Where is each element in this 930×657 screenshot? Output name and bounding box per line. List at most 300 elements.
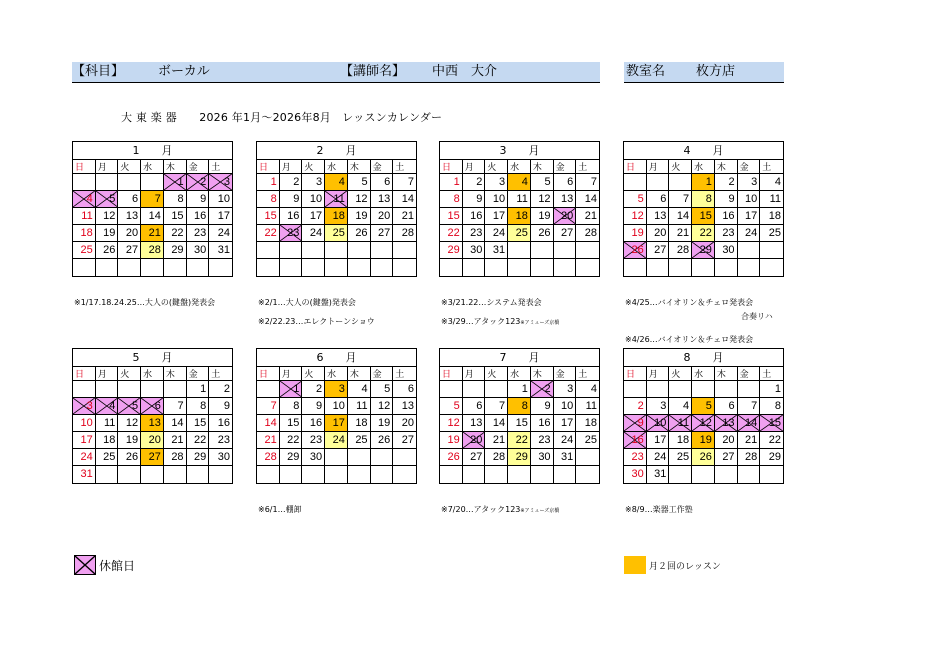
empty-cell <box>738 242 761 259</box>
day-cell: 26 <box>371 432 394 449</box>
day-cell: 9 <box>463 191 486 208</box>
day-cell: 5 <box>371 381 394 398</box>
day-cell: 13 <box>554 191 577 208</box>
day-cell: 21 <box>257 432 280 449</box>
day-cell: 7 <box>257 398 280 415</box>
day-cell: 12 <box>348 191 371 208</box>
day-cell: 30 <box>209 449 232 466</box>
day-cell: 8 <box>508 398 531 415</box>
empty-cell <box>576 242 599 259</box>
day-cell: 20 <box>371 208 394 225</box>
day-cell: 27 <box>715 449 738 466</box>
month-grid <box>257 160 416 276</box>
day-cell: 12 <box>692 415 715 432</box>
day-cell: 29 <box>187 449 210 466</box>
weekday-header: 木 <box>164 367 187 381</box>
day-cell: 14 <box>669 208 692 225</box>
empty-cell <box>554 259 577 276</box>
room-label: 教室名 <box>626 64 666 79</box>
day-cell: 16 <box>463 208 486 225</box>
day-cell: 18 <box>508 208 531 225</box>
weekday-header: 金 <box>554 160 577 174</box>
legend-closed-label: 休館日 <box>99 558 136 573</box>
empty-cell <box>257 259 280 276</box>
day-cell: 16 <box>187 208 210 225</box>
subject-value: ボーカル <box>158 64 210 79</box>
empty-cell <box>440 259 463 276</box>
legend-closed <box>74 555 135 575</box>
day-cell: 15 <box>508 415 531 432</box>
empty-cell <box>440 381 463 398</box>
empty-cell <box>118 174 141 191</box>
empty-cell <box>371 466 394 483</box>
month-calendar-jan <box>72 141 233 277</box>
calendar-subtitle: 大 東 楽 器 2026 年1月～2026年8月 レッスンカレンダー <box>121 111 443 124</box>
weekday-header: 金 <box>371 367 394 381</box>
day-cell: 5 <box>440 398 463 415</box>
day-cell: 24 <box>738 225 761 242</box>
day-cell: 5 <box>692 398 715 415</box>
day-cell: 21 <box>141 225 164 242</box>
legend-twice <box>624 556 721 574</box>
day-cell: 25 <box>508 225 531 242</box>
weekday-header: 火 <box>118 367 141 381</box>
day-cell: 31 <box>73 466 96 483</box>
empty-cell <box>280 242 303 259</box>
day-cell: 10 <box>738 191 761 208</box>
weekday-header: 土 <box>209 160 232 174</box>
day-cell: 26 <box>531 225 554 242</box>
day-cell: 17 <box>209 208 232 225</box>
day-cell: 16 <box>624 432 647 449</box>
day-cell: 28 <box>738 449 761 466</box>
month-calendar-mar <box>439 141 600 277</box>
empty-cell <box>440 466 463 483</box>
day-cell: 7 <box>393 174 416 191</box>
month-title: 4 月 <box>624 142 783 160</box>
empty-cell <box>325 466 348 483</box>
weekday-header: 水 <box>692 367 715 381</box>
weekday-header: 木 <box>531 160 554 174</box>
empty-cell <box>692 466 715 483</box>
day-cell: 2 <box>624 398 647 415</box>
day-cell: 21 <box>393 208 416 225</box>
empty-cell <box>325 449 348 466</box>
day-cell: 22 <box>760 432 783 449</box>
teacher-label: 【講師名】 <box>340 64 406 79</box>
empty-cell <box>669 174 692 191</box>
empty-cell <box>118 381 141 398</box>
day-cell: 22 <box>692 225 715 242</box>
day-cell: 11 <box>348 398 371 415</box>
empty-cell <box>393 466 416 483</box>
day-cell: 27 <box>141 449 164 466</box>
empty-cell <box>96 381 119 398</box>
day-cell: 21 <box>576 208 599 225</box>
day-cell: 20 <box>393 415 416 432</box>
empty-cell <box>302 242 325 259</box>
day-cell: 3 <box>485 174 508 191</box>
day-cell: 25 <box>669 449 692 466</box>
empty-cell <box>738 466 761 483</box>
day-cell: 26 <box>624 242 647 259</box>
day-cell: 18 <box>325 208 348 225</box>
day-cell: 11 <box>669 415 692 432</box>
day-cell: 24 <box>73 449 96 466</box>
day-cell: 25 <box>576 432 599 449</box>
day-cell: 17 <box>302 208 325 225</box>
day-cell: 8 <box>257 191 280 208</box>
day-cell: 30 <box>463 242 486 259</box>
day-cell: 1 <box>164 174 187 191</box>
empty-cell <box>164 381 187 398</box>
empty-cell <box>73 174 96 191</box>
empty-cell <box>257 242 280 259</box>
weekday-header: 日 <box>73 367 96 381</box>
empty-cell <box>164 259 187 276</box>
day-cell: 17 <box>485 208 508 225</box>
day-cell: 7 <box>485 398 508 415</box>
day-cell: 10 <box>209 191 232 208</box>
month-title: 5 月 <box>73 349 232 367</box>
day-cell: 29 <box>440 242 463 259</box>
day-cell: 21 <box>485 432 508 449</box>
note-mar-1: ※3/21.22…システム発表会 <box>441 298 542 307</box>
weekday-header: 月 <box>463 160 486 174</box>
day-cell: 22 <box>280 432 303 449</box>
empty-cell <box>463 466 486 483</box>
empty-cell <box>738 381 761 398</box>
day-cell: 12 <box>440 415 463 432</box>
empty-cell <box>393 449 416 466</box>
empty-cell <box>302 259 325 276</box>
day-cell: 14 <box>485 415 508 432</box>
day-cell: 28 <box>141 242 164 259</box>
day-cell: 10 <box>302 191 325 208</box>
weekday-header: 木 <box>531 367 554 381</box>
weekday-header: 水 <box>325 160 348 174</box>
day-cell: 10 <box>485 191 508 208</box>
weekday-header: 木 <box>164 160 187 174</box>
empty-cell <box>647 259 670 276</box>
weekday-header: 月 <box>463 367 486 381</box>
day-cell: 20 <box>463 432 486 449</box>
day-cell: 3 <box>738 174 761 191</box>
day-cell: 6 <box>393 381 416 398</box>
day-cell: 7 <box>164 398 187 415</box>
day-cell: 15 <box>187 415 210 432</box>
day-cell: 19 <box>624 225 647 242</box>
weekday-header: 火 <box>485 367 508 381</box>
month-grid <box>73 160 232 276</box>
day-cell: 12 <box>531 191 554 208</box>
empty-cell <box>647 381 670 398</box>
day-cell: 11 <box>576 398 599 415</box>
day-cell: 22 <box>508 432 531 449</box>
note-jul-text: ※7/20…アタック123 <box>441 505 521 514</box>
day-cell: 18 <box>96 432 119 449</box>
weekday-header: 水 <box>141 160 164 174</box>
room-value: 枚方店 <box>696 64 736 79</box>
day-cell: 26 <box>348 225 371 242</box>
note-jan: ※1/17.18.24.25…大人の(鍵盤)発表会 <box>74 298 216 307</box>
day-cell: 5 <box>531 174 554 191</box>
empty-cell <box>738 259 761 276</box>
subject-label: 【科目】 <box>72 64 125 79</box>
note-apr-1: ※4/25…バイオリン＆チェロ発表会 <box>625 298 754 307</box>
day-cell: 9 <box>280 191 303 208</box>
day-cell: 16 <box>715 208 738 225</box>
weekday-header: 日 <box>73 160 96 174</box>
note-jul-venue: ※アミューズ京橋 <box>520 508 560 514</box>
empty-cell <box>325 242 348 259</box>
day-cell: 15 <box>164 208 187 225</box>
day-cell: 8 <box>692 191 715 208</box>
day-cell: 29 <box>164 242 187 259</box>
month-grid <box>624 160 783 276</box>
weekday-header: 火 <box>485 160 508 174</box>
month-calendar-feb <box>256 141 417 277</box>
day-cell: 18 <box>760 208 783 225</box>
weekday-header: 木 <box>715 367 738 381</box>
empty-cell <box>257 381 280 398</box>
month-title: 6 月 <box>257 349 416 367</box>
empty-cell <box>187 259 210 276</box>
day-cell: 20 <box>715 432 738 449</box>
day-cell: 19 <box>371 415 394 432</box>
empty-cell <box>669 466 692 483</box>
empty-cell <box>118 259 141 276</box>
weekday-header: 土 <box>393 160 416 174</box>
day-cell: 7 <box>669 191 692 208</box>
weekday-header: 火 <box>669 367 692 381</box>
day-cell: 31 <box>647 466 670 483</box>
empty-cell <box>371 242 394 259</box>
day-cell: 3 <box>325 381 348 398</box>
weekday-header: 水 <box>141 367 164 381</box>
empty-cell <box>164 466 187 483</box>
month-grid <box>624 367 783 483</box>
day-cell: 1 <box>440 174 463 191</box>
day-cell: 28 <box>393 225 416 242</box>
day-cell: 1 <box>280 381 303 398</box>
empty-cell <box>554 466 577 483</box>
day-cell: 4 <box>760 174 783 191</box>
weekday-header: 土 <box>576 367 599 381</box>
empty-cell <box>302 466 325 483</box>
day-cell: 16 <box>280 208 303 225</box>
day-cell: 2 <box>280 174 303 191</box>
header-bar-main <box>72 62 600 83</box>
day-cell: 7 <box>141 191 164 208</box>
weekday-header: 土 <box>209 367 232 381</box>
day-cell: 26 <box>96 242 119 259</box>
day-cell: 17 <box>738 208 761 225</box>
day-cell: 8 <box>760 398 783 415</box>
day-cell: 21 <box>669 225 692 242</box>
day-cell: 30 <box>531 449 554 466</box>
day-cell: 11 <box>760 191 783 208</box>
empty-cell <box>325 259 348 276</box>
day-cell: 19 <box>440 432 463 449</box>
day-cell: 9 <box>209 398 232 415</box>
weekday-header: 日 <box>440 160 463 174</box>
day-cell: 30 <box>302 449 325 466</box>
empty-cell <box>141 174 164 191</box>
empty-cell <box>531 259 554 276</box>
day-cell: 28 <box>485 449 508 466</box>
day-cell: 11 <box>508 191 531 208</box>
month-grid <box>257 367 416 483</box>
day-cell: 8 <box>187 398 210 415</box>
day-cell: 12 <box>624 208 647 225</box>
weekday-header: 水 <box>508 160 531 174</box>
day-cell: 8 <box>280 398 303 415</box>
day-cell: 5 <box>624 191 647 208</box>
day-cell: 10 <box>73 415 96 432</box>
month-grid <box>440 160 599 276</box>
weekday-header: 金 <box>554 367 577 381</box>
day-cell: 15 <box>257 208 280 225</box>
weekday-header: 火 <box>669 160 692 174</box>
day-cell: 18 <box>576 415 599 432</box>
weekday-header: 土 <box>760 160 783 174</box>
empty-cell <box>393 242 416 259</box>
day-cell: 10 <box>647 415 670 432</box>
day-cell: 20 <box>141 432 164 449</box>
day-cell: 4 <box>73 191 96 208</box>
day-cell: 29 <box>760 449 783 466</box>
empty-cell <box>280 466 303 483</box>
day-cell: 1 <box>508 381 531 398</box>
month-title: 2 月 <box>257 142 416 160</box>
weekday-header: 水 <box>508 367 531 381</box>
month-title: 7 月 <box>440 349 599 367</box>
day-cell: 12 <box>118 415 141 432</box>
note-feb-1: ※2/1…大人の(鍵盤)発表会 <box>258 298 356 307</box>
day-cell: 27 <box>118 242 141 259</box>
header-bar-room <box>624 62 784 83</box>
day-cell: 28 <box>164 449 187 466</box>
empty-cell <box>715 259 738 276</box>
weekday-header: 火 <box>302 367 325 381</box>
weekday-header: 月 <box>280 367 303 381</box>
weekday-header: 日 <box>440 367 463 381</box>
day-cell: 13 <box>371 191 394 208</box>
day-cell: 25 <box>325 225 348 242</box>
day-cell: 2 <box>715 174 738 191</box>
empty-cell <box>141 381 164 398</box>
day-cell: 9 <box>715 191 738 208</box>
empty-cell <box>508 466 531 483</box>
empty-cell <box>393 259 416 276</box>
weekday-header: 月 <box>96 160 119 174</box>
empty-cell <box>257 466 280 483</box>
day-cell: 10 <box>554 398 577 415</box>
empty-cell <box>760 466 783 483</box>
empty-cell <box>209 259 232 276</box>
empty-cell <box>96 259 119 276</box>
weekday-header: 木 <box>348 160 371 174</box>
day-cell: 14 <box>141 208 164 225</box>
day-cell: 14 <box>393 191 416 208</box>
day-cell: 27 <box>393 432 416 449</box>
day-cell: 22 <box>164 225 187 242</box>
empty-cell <box>96 466 119 483</box>
weekday-header: 金 <box>738 160 761 174</box>
day-cell: 4 <box>508 174 531 191</box>
day-cell: 7 <box>576 174 599 191</box>
day-cell: 6 <box>371 174 394 191</box>
day-cell: 27 <box>554 225 577 242</box>
day-cell: 17 <box>325 415 348 432</box>
day-cell: 27 <box>463 449 486 466</box>
day-cell: 14 <box>576 191 599 208</box>
weekday-header: 水 <box>325 367 348 381</box>
empty-cell <box>715 466 738 483</box>
empty-cell <box>576 259 599 276</box>
day-cell: 4 <box>348 381 371 398</box>
day-cell: 19 <box>348 208 371 225</box>
day-cell: 23 <box>209 432 232 449</box>
day-cell: 29 <box>280 449 303 466</box>
weekday-header: 土 <box>760 367 783 381</box>
note-mar-2-venue: ※アミューズ京橋 <box>520 320 560 326</box>
day-cell: 19 <box>531 208 554 225</box>
weekday-header: 土 <box>576 160 599 174</box>
day-cell: 30 <box>624 466 647 483</box>
empty-cell <box>348 259 371 276</box>
day-cell: 21 <box>164 432 187 449</box>
day-cell: 3 <box>209 174 232 191</box>
note-jul <box>441 504 559 515</box>
empty-cell <box>280 259 303 276</box>
weekday-header: 金 <box>187 160 210 174</box>
day-cell: 20 <box>118 225 141 242</box>
day-cell: 25 <box>96 449 119 466</box>
closed-swatch-icon <box>74 555 96 575</box>
empty-cell <box>576 449 599 466</box>
weekday-header: 火 <box>118 160 141 174</box>
day-cell: 18 <box>73 225 96 242</box>
day-cell: 6 <box>118 191 141 208</box>
day-cell: 24 <box>302 225 325 242</box>
empty-cell <box>209 466 232 483</box>
day-cell: 19 <box>692 432 715 449</box>
day-cell: 31 <box>554 449 577 466</box>
day-cell: 16 <box>209 415 232 432</box>
day-cell: 12 <box>96 208 119 225</box>
day-cell: 3 <box>73 398 96 415</box>
month-calendar-aug <box>623 348 784 484</box>
weekday-header: 日 <box>624 160 647 174</box>
empty-cell <box>624 259 647 276</box>
day-cell: 14 <box>738 415 761 432</box>
weekday-header: 金 <box>738 367 761 381</box>
day-cell: 20 <box>554 208 577 225</box>
day-cell: 20 <box>647 225 670 242</box>
day-cell: 24 <box>325 432 348 449</box>
day-cell: 26 <box>440 449 463 466</box>
empty-cell <box>692 381 715 398</box>
empty-cell <box>760 259 783 276</box>
day-cell: 11 <box>325 191 348 208</box>
empty-cell <box>760 242 783 259</box>
weekday-header: 月 <box>96 367 119 381</box>
note-aug: ※8/9…楽器工作塾 <box>625 505 693 514</box>
weekday-header: 月 <box>280 160 303 174</box>
empty-cell <box>485 466 508 483</box>
